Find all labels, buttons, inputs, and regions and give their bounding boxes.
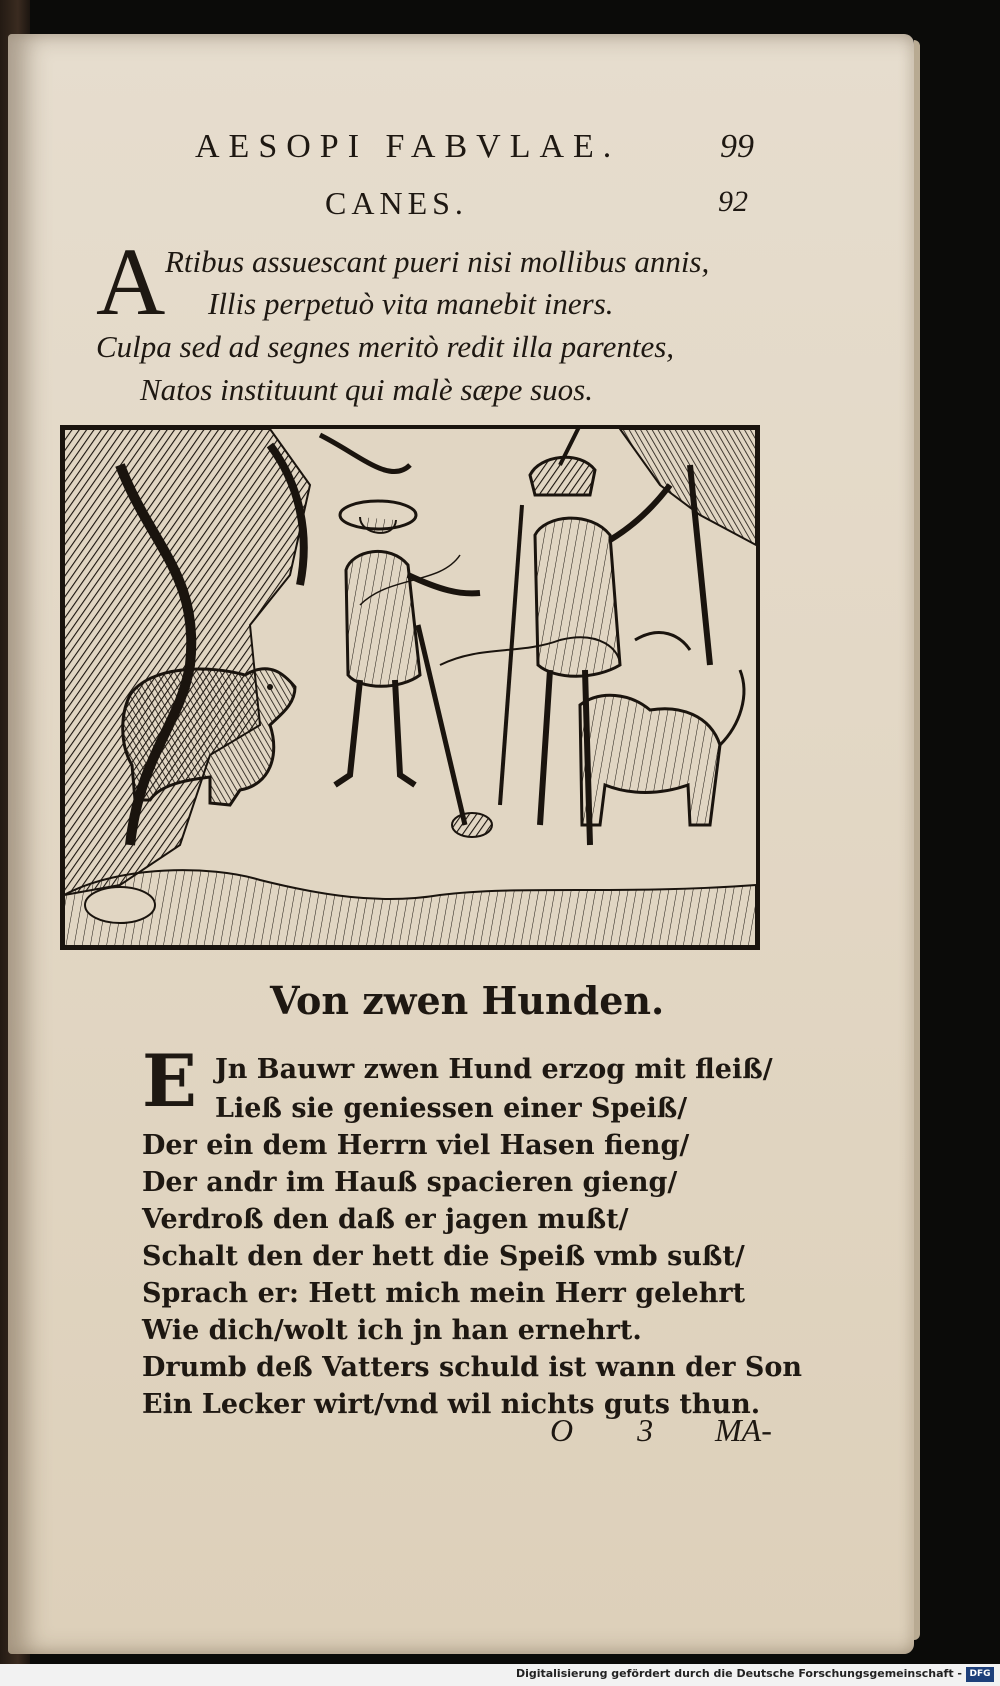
- german-drop-cap: E: [142, 1038, 197, 1123]
- fable-title: CANES.: [325, 185, 468, 221]
- german-verse-line: Sprach er: Hett mich mein Herr gelehrt: [142, 1278, 746, 1309]
- german-verse-line: Der ein dem Herrn viel Hasen fieng/: [142, 1130, 690, 1161]
- german-verse-line: Drumb deß Vatters schuld ist wann der Son: [142, 1352, 802, 1383]
- german-verse-line: Der andr im Hauß spacieren gieng/: [142, 1167, 678, 1198]
- woodcut-illustration: [60, 425, 760, 950]
- german-verse-line: Ein Lecker wirt/vnd wil nichts guts thun.: [142, 1389, 761, 1420]
- german-verse-line: Verdroß den daß er jagen mußt/: [142, 1204, 629, 1235]
- latin-drop-cap: A: [96, 228, 166, 335]
- latin-verse-line: Culpa sed ad segnes meritò redit illa parentes,: [96, 329, 675, 364]
- latin-verse-line: Natos instituunt qui malè sæpe suos.: [140, 372, 593, 407]
- digitization-footer: [0, 1664, 1000, 1686]
- latin-verse-line: Illis perpetuò vita manebit iners.: [208, 286, 614, 321]
- page-number: 99: [720, 128, 754, 165]
- page-edge: [914, 40, 920, 1640]
- catchword: MA-: [715, 1412, 772, 1448]
- latin-verse-line: Rtibus assuescant pueri nisi mollibus annis,: [165, 244, 710, 279]
- digitization-notice: Digitalisierung gefördert durch die Deutsche Forschungsgemeinschaft -: [515, 1667, 962, 1680]
- dfg-logo: DFG: [966, 1667, 994, 1682]
- german-verse-line: Ließ sie geniessen einer Speiß/: [215, 1093, 688, 1124]
- german-title: Von zwen Hunden.: [270, 978, 665, 1023]
- german-verse-line: Wie dich/wolt ich jn han ernehrt.: [142, 1315, 642, 1346]
- running-header-title: AESOPI FABVLAE.: [195, 128, 621, 165]
- signature-mark: O 3: [550, 1412, 682, 1448]
- german-verse-line: Jn Bauwr zwen Hund erzog mit fleiß/: [215, 1054, 773, 1085]
- german-verse-line: Schalt den der hett die Speiß vmb sußt/: [142, 1241, 745, 1272]
- fable-number: 92: [718, 185, 748, 218]
